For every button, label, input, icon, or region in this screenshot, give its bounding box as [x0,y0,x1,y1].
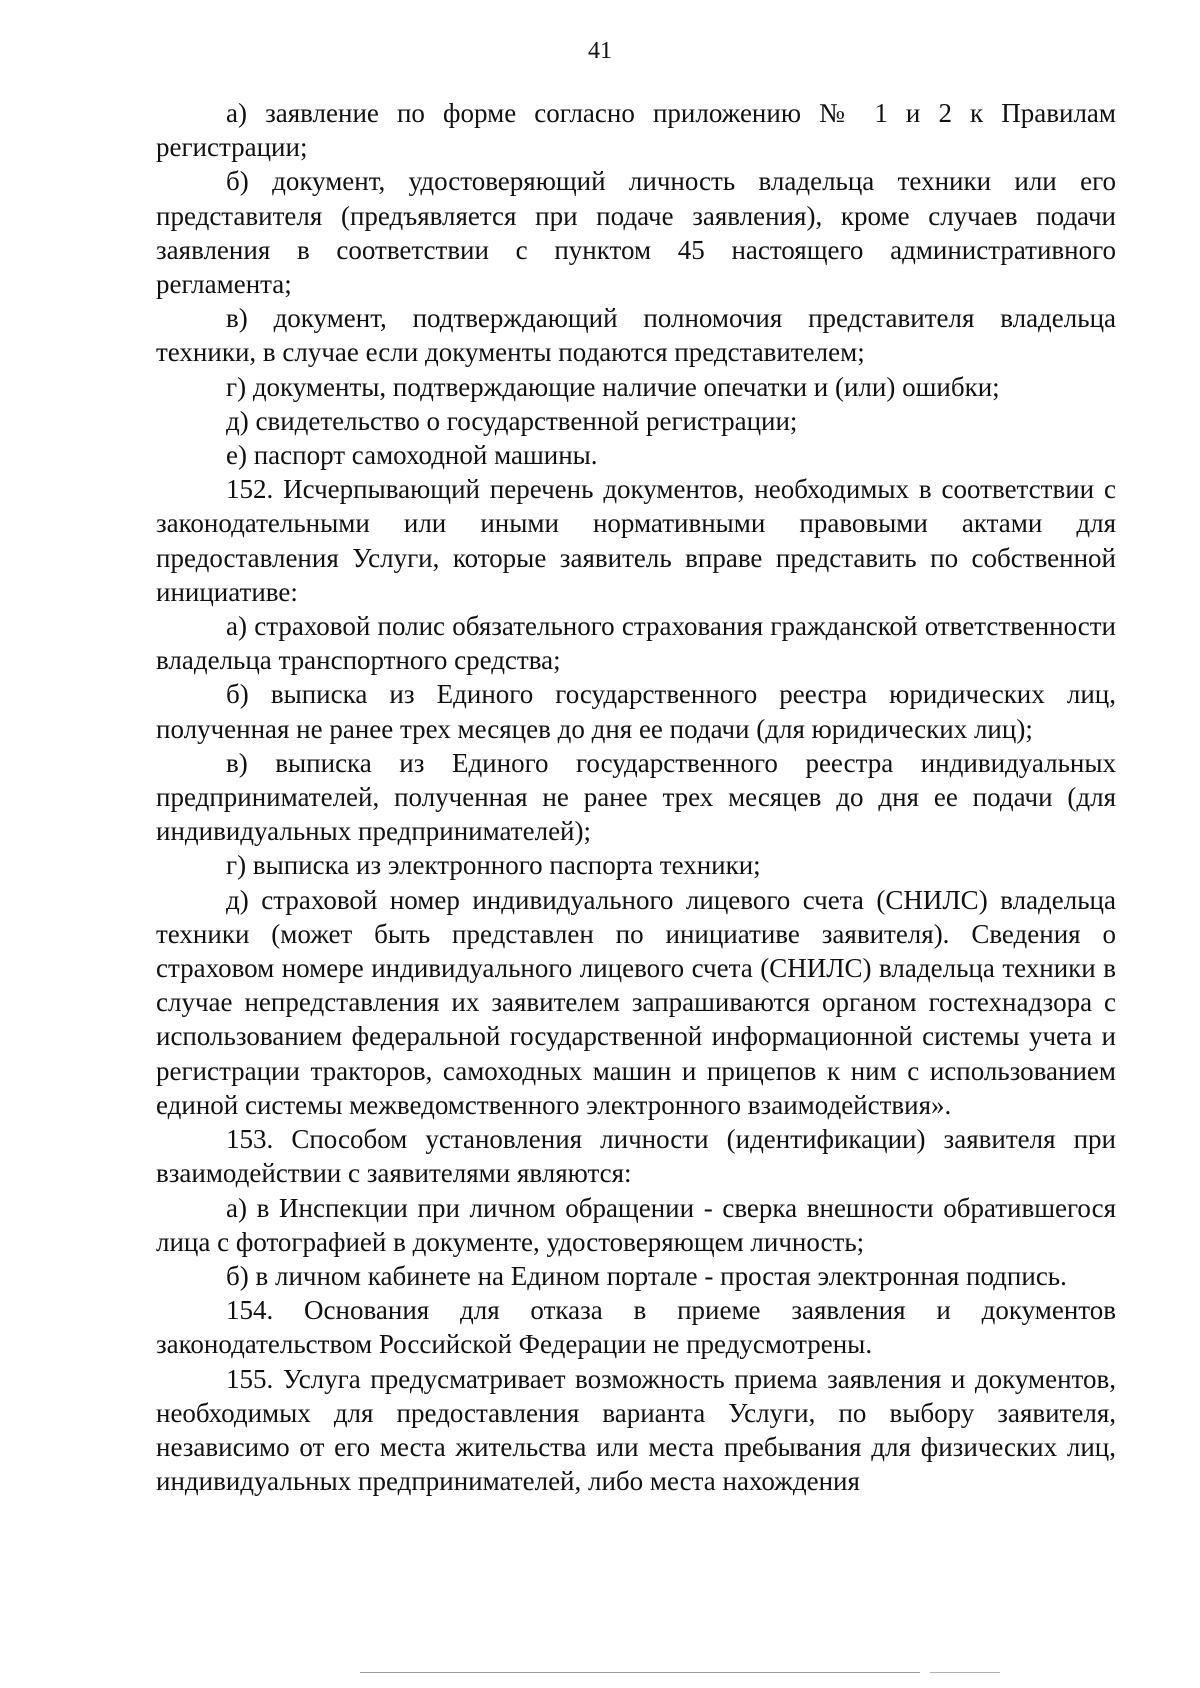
paragraph-152-a-insurance-policy: а) страховой полис обязательного страхования гражданской ответственности владельца транспортного средства; [156,611,1116,676]
page-number: 41 [588,38,612,64]
paragraph-item-v-authority-document: в) документ, подтверждающий полномочия представителя владельца техники, в случае если документы подаются представителем; [156,303,1116,368]
paragraph-152-v-entrepreneur-extract: в) выписка из Единого государственного реестра индивидуальных предпринимателей, полученная не ранее трех месяцев до дня ее подачи (для индивидуальных предпринимателей); [156,747,1116,847]
paragraph-153-identification: 153. Способом установления личности (идентификации) заявителя при взаимодействии с заявителями являются: [156,1124,1116,1189]
document-body [156,96,1116,1498]
paragraph-item-e-machine-passport: е) паспорт самоходной машины. [226,440,598,471]
footer-scan-line-short [930,1672,1000,1673]
paragraph-item-b-identity-document: б) документ, удостоверяющий личность владельца техники или его представителя (предъявляется при подаче заявления), кроме случаев подачи заявления в соответствии с пунктом 45 настоящего административного регламента; [156,166,1116,300]
paragraph-item-a-application: а) заявление по форме согласно приложению № 1 и 2 к Правилам регистрации; [156,98,1116,163]
paragraph-153-a-inspection: а) в Инспекции при личном обращении - сверка внешности обратившегося лица с фотографией в документе, удостоверяющем личность; [156,1192,1116,1257]
paragraph-153-b-personal-account: б) в личном кабинете на Едином портале - простая электронная подпись. [226,1260,1067,1291]
paragraph-item-d-registration-certificate: д) свидетельство о государственной регистрации; [226,405,798,436]
paragraph-152-b-legal-entity-extract: б) выписка из Единого государственного реестра юридических лиц, полученная не ранее трех месяцев до дня ее подачи (для юридических лиц); [156,679,1116,744]
paragraph-152-g-electronic-passport-extract: г) выписка из электронного паспорта техники; [226,850,761,881]
paragraph-item-g-error-documents: г) документы, подтверждающие наличие опечатки и (или) ошибки; [226,371,1000,402]
paragraph-155-application-acceptance: 155. Услуга предусматривает возможность приема заявления и документов, необходимых для предоставления варианта Услуги, по выбору заявителя, независимо от его места жительства или места пребывания для физических лиц, индивидуальных предпринимателей, либо места нахождения [156,1363,1116,1497]
paragraph-154-refusal-grounds: 154. Основания для отказа в приеме заявления и документов законодательством Российской Федерации не предусмотрены. [156,1295,1116,1360]
paragraph-152-d-snils: д) страховой номер индивидуального лицевого счета (СНИЛС) владельца техники (может быть представлен по инициативе заявителя). Сведения о страховом номере индивидуального лицевого счета (СНИЛС) владельца техники в случае непредставления их заявителем запрашиваются органом гостехнадзора с использованием федеральной государственной информационной системы учета и регистрации тракторов, самоходных машин и прицепов к ним с использованием единой системы межведомственного электронного взаимодействия». [156,884,1116,1120]
footer-scan-line [360,1672,920,1673]
paragraph-152-document-list: 152. Исчерпывающий перечень документов, необходимых в соответствии с законодательными или иными нормативными правовыми актами для предоставления Услуги, которые заявитель вправе представить по собственной инициативе: [156,474,1116,607]
